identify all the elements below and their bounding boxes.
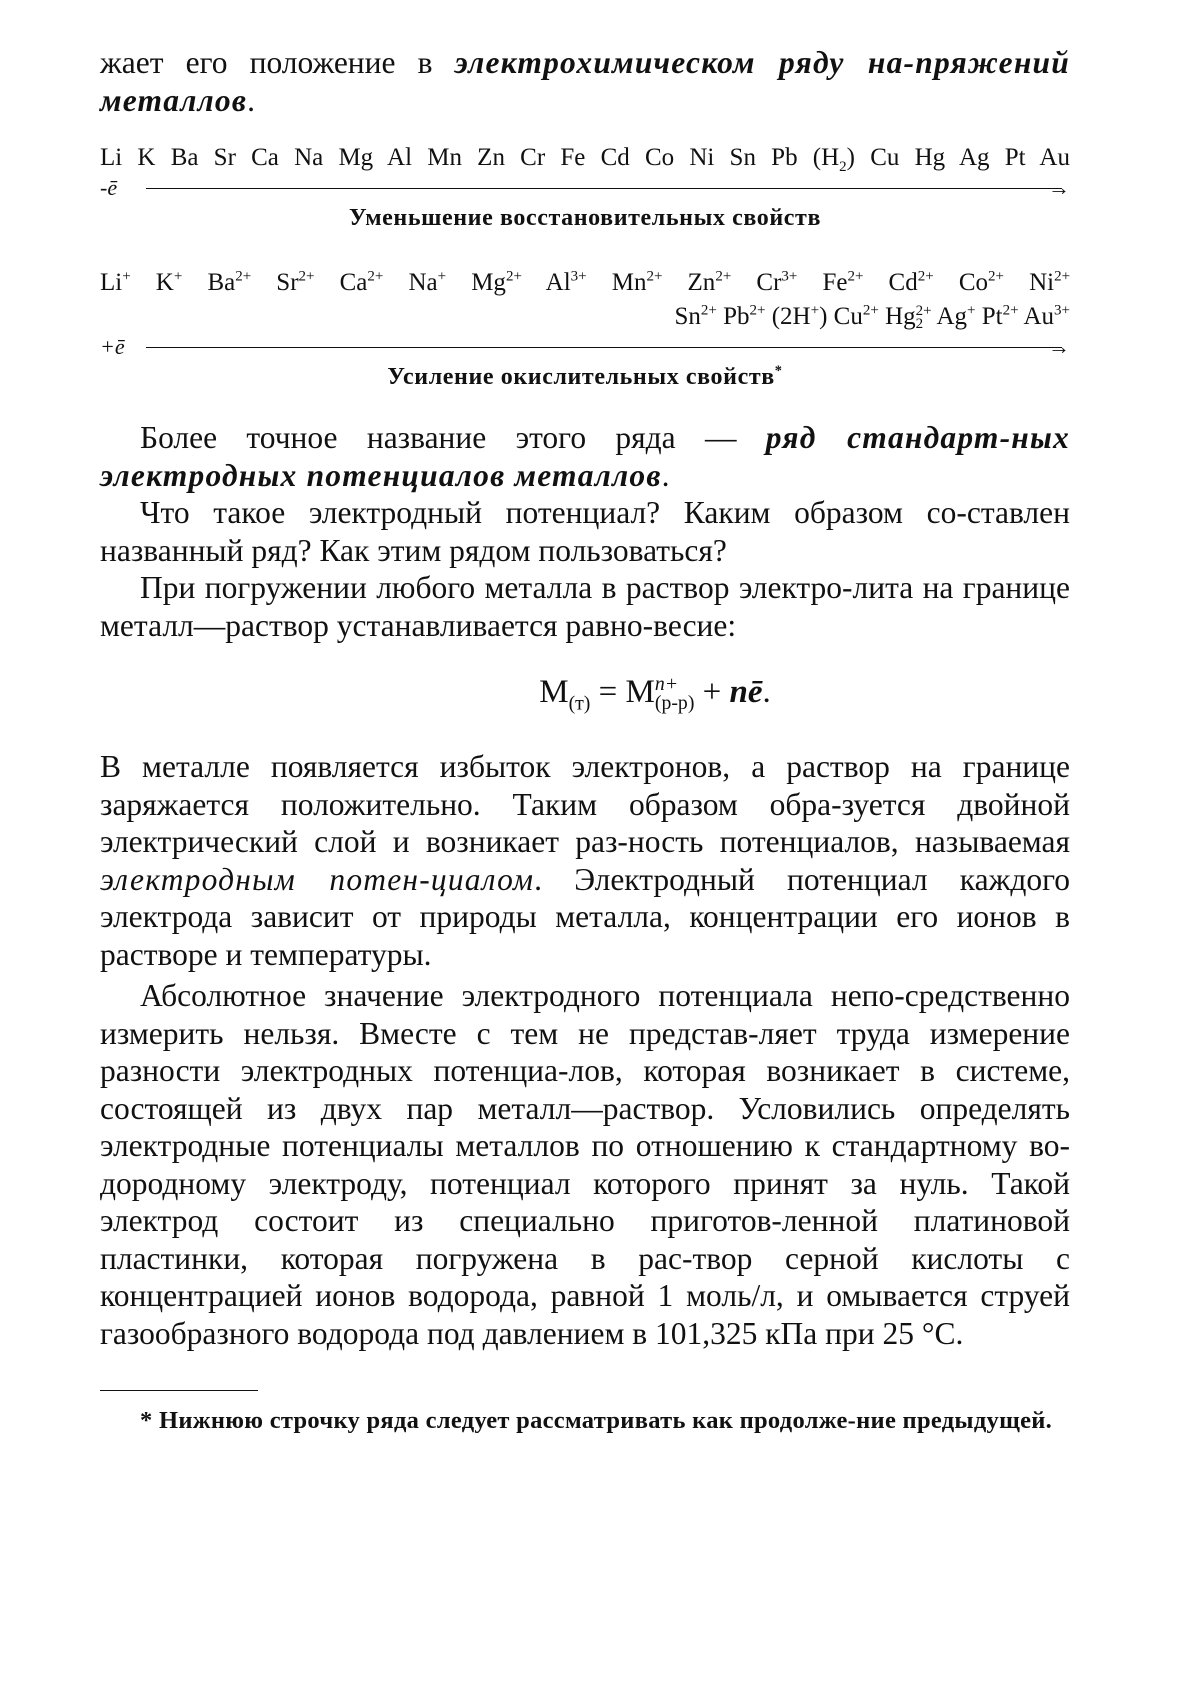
reduction-arrow [100,175,1070,201]
ion-mn [612,269,663,296]
ion-symbol: ) [819,303,828,330]
paragraph-questions: Что такое электродный потенциал? Каким образом со-ставлен названный ряд? Как этим рядом пользоваться? [100,495,1070,568]
eq-subscript: (р-р) [654,692,695,715]
eq-superscript: n+ [654,672,679,695]
metal-series-block [100,141,1070,232]
ion-symbol: Co [958,269,988,296]
eq-sign: = [590,674,626,710]
ion-sr [276,269,314,296]
ion-charge: + [810,302,820,319]
ion-cd [889,269,934,296]
eq-script-stack [654,672,695,715]
equilibrium-equation [100,674,1070,714]
ion-ca [340,269,384,296]
metal-series-row [100,141,1070,175]
ion-charge: 2+ [1054,268,1071,285]
subscript: 2 [915,316,924,333]
eq-subscript: (т) [568,692,591,715]
footnote-marker: * [774,363,783,379]
oxidizing-properties-caption [100,364,1070,391]
metal-series-tail: ) Cu Hg Ag Pt Au [846,144,1070,171]
ion-series-row-1 [100,266,1070,300]
ion-mg [471,269,522,296]
eq-period: . [762,674,771,710]
ion-co [959,269,1004,296]
ion-charge: 2+ [715,268,732,285]
ion-charge: 2+ [988,268,1004,285]
ion-charge: + [122,268,131,285]
paragraph-intro [100,44,1070,119]
text-run: . [661,457,670,493]
ion-symbol: Ag [936,303,968,330]
ion-charge: + [967,302,976,319]
ion-series-block [100,266,1070,391]
arrow-right-icon: → [1048,175,1070,200]
ion-symbol: Sn [674,303,701,330]
ion-symbol: Na [408,269,438,296]
ion-symbol: Ba [207,269,236,296]
text-run: В металле появляется избыток электронов, а раствор на границе заряжается положительно. Таким образом обра-зуется двойной электрический слой и возникает раз-ность потенциалов, называемая [100,749,1070,860]
term-electrochemical-series: электрохимическом ряду на-пряжений металлов [100,45,1070,118]
ion-charge: + [173,268,183,285]
ion-cr [756,269,797,296]
ion-symbol: Mg [471,269,506,296]
paragraph-hydrogen-electrode: Абсолютное значение электродного потенциала непо-средственно измерить нельзя. Вместе с тем не представ-ляет труда измерение разности электродных потенциа-лов, которая возникает в системе, состоящей из двух пар металл—раствор. Условились определять электродные потенциалы металлов по отношению к стандартному во-дородному электроду, потенциал которого принят за нуль. Такой электрод состоит из специально приготов-ленной платиновой пластинки, которая погружена в рас-твор серной кислоты с концентрацией ионов водорода, равной 1 моль/л, и омывается струей газообразного водорода под давлением в 101,325 кПа при 25 °С. [100,978,1070,1351]
ion-symbol: Cd [888,269,918,296]
ion-fe [822,269,863,296]
eq-metal-ion: M [625,674,655,710]
ion-zn [688,269,732,296]
electron-gain-label: +ē [100,334,125,359]
ion-k [156,269,183,296]
ion-symbol: Li [100,269,123,296]
ion-symbol: Al [545,269,571,296]
reducing-properties-caption: Уменьшение восстановительных свойств [348,205,822,231]
paragraph-immersion: При погружении любого металла в раствор электро-лита на границе металл—раствор устанавливается равно-весие: [100,570,1070,643]
ion-symbol: (2H [771,303,811,330]
ion-charge: 3+ [570,268,587,285]
ion-series-row-2 [100,300,1070,334]
ion-charge: 2+ [367,268,384,285]
arrow-shaft [146,188,1062,189]
ion-charge: 2+ [700,302,717,319]
ion-charge: 2+ [847,268,864,285]
ion-charge: 2+ [862,302,879,319]
text-run: . [247,82,256,118]
term-standard-potentials: ряд стандарт-ных электродных потенциалов металлов [100,420,1070,493]
hg-charge-stack [915,302,932,333]
ion-symbol: Cr [756,269,782,296]
ion-symbol: Zn [687,269,716,296]
paragraph-series-name [100,419,1070,494]
ion-symbol: Pt [981,303,1003,330]
paragraph-double-layer [100,748,1070,973]
text-run: . Электродный потенциал каждого электрода зависит от природы металла, концентрации его ионов в растворе и температуры. [100,861,1070,972]
text-run: Более точное название этого ряда — [140,420,766,455]
ion-charge: 2+ [1002,302,1019,319]
ion-al [546,269,587,296]
subscript: 2 [839,159,847,175]
ion-symbol: Pb [723,303,750,330]
text-run: жает его положение в [100,45,455,80]
ion-charge: 2+ [235,268,252,285]
eq-plus: + [694,674,730,710]
eq-metal: M [539,674,569,710]
ion-symbol: Mn [611,269,647,296]
ion-charge: 3+ [1054,302,1070,319]
ion-charge: 2+ [749,302,766,319]
arrow-right-icon: → [1048,334,1070,359]
ion-symbol: Ni [1029,269,1055,296]
footnote: * Нижнюю строчку ряда следует рассматривать как продолже-ние предыдущей. [140,1407,1053,1435]
ion-symbol: K [155,269,174,296]
textbook-page [100,44,1070,1436]
ion-symbol: Au [1023,303,1055,330]
ion-symbol: Hg [885,303,916,330]
ion-charge: + [437,268,447,285]
oxidation-arrow [100,334,1070,360]
ion-charge: 2+ [915,302,932,319]
footnote-rule [100,1390,258,1391]
arrow-shaft [146,347,1062,348]
ion-charge: 2+ [646,268,663,285]
ion-charge: 2+ [298,268,315,285]
ion-charge: 2+ [505,268,522,285]
ion-charge: 2+ [917,268,934,285]
metal-series-elements: Li K Ba Sr Ca Na Mg Al Mn Zn Cr Fe Cd Co Ni Sn Pb (H [100,144,840,171]
ion-li [100,269,131,296]
caption-text: Усиление окислительных свойств [387,364,775,390]
eq-electrons: nē [729,674,763,710]
ion-charge: 3+ [781,268,798,285]
ion-ni [1029,269,1070,296]
ion-symbol: Ca [339,269,368,296]
ion-symbol: Sr [276,269,299,296]
ion-symbol: Fe [822,269,848,296]
ion-na [408,269,446,296]
ion-symbol: Cu [833,303,863,330]
electron-loss-label: -ē [100,175,118,200]
term-electrode-potential: электродным потен-циалом [100,861,535,897]
ion-ba [207,269,251,296]
